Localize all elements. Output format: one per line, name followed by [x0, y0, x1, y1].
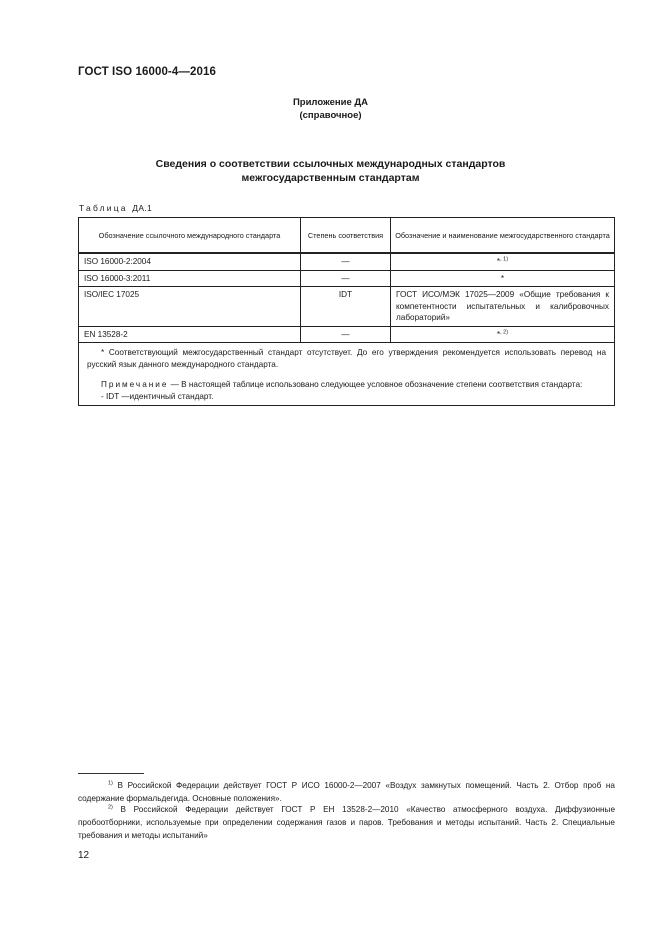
cell-degree: — — [301, 253, 391, 270]
appendix-heading — [0, 96, 661, 122]
cell-gost — [391, 326, 615, 343]
cell-degree: — — [301, 326, 391, 343]
table-row — [79, 326, 615, 343]
footnote-1 — [78, 779, 615, 805]
document-standard-code: ГОСТ ISO 16000-4—2016 — [78, 66, 216, 78]
table-notes — [79, 343, 615, 406]
gost-value: * — [496, 257, 501, 266]
cell-gost: ГОСТ ИСО/МЭК 17025—2009 «Общие требования к компетентности испытательных и калибровочных лабораторий» — [391, 287, 615, 327]
cell-ref: ISO 16000-3:2011 — [79, 270, 301, 287]
section-title-line-2: межгосударственным стандартам — [241, 172, 420, 184]
cell-ref: ISO/IEC 17025 — [79, 287, 301, 327]
footnote-text: В Российской Федерации действует ГОСТ Р ЕН 13528-2—2010 «Качество атмосферного воздуха. Диффузионные пробоотборники, используемые при определении содержания газов и паров. Требования и методы испытаний. Часть 2. Специальные требования и методы испытаний» — [78, 805, 615, 840]
table-caption — [79, 203, 152, 213]
header-international-standard: Обозначение ссылочного международного стандарта — [79, 218, 301, 254]
cell-ref: EN 13528-2 — [79, 326, 301, 343]
table-header-row — [79, 218, 615, 254]
primechanie-note — [87, 379, 606, 391]
footnote-2 — [78, 803, 615, 842]
footnote-ref: , 1) — [500, 256, 509, 263]
cell-degree: — — [301, 270, 391, 287]
footnote-ref: , 2) — [500, 328, 509, 335]
table-notes-row — [79, 343, 615, 406]
table-caption-word: Таблица — [79, 203, 128, 213]
table-row — [79, 287, 615, 327]
primechanie-label: Примечание — [101, 380, 169, 389]
header-interstate-standard: Обозначение и наименование межгосударственного стандарта — [391, 218, 615, 254]
star-note: * Соответствующий межгосударственный стандарт отсутствует. До его утверждения рекомендуется использовать перевод на русский язык данного международного стандарта. — [87, 348, 606, 369]
header-degree: Степень соответствия — [301, 218, 391, 254]
footnote-text: В Российской Федерации действует ГОСТ Р ИСО 16000-2—2007 «Воздух замкнутых помещений. Часть 2. Отбор проб на содержание формальдегида. Основные положения». — [78, 781, 615, 803]
table-caption-number: ДА.1 — [132, 203, 153, 213]
cell-gost — [391, 270, 615, 287]
appendix-subtitle: (справочное) — [299, 110, 362, 121]
primechanie-text: — В настоящей таблице использовано следующее условное обозначение степени соответствия стандарта: — [168, 380, 583, 389]
gost-value: * — [500, 273, 505, 283]
gost-value: * — [496, 329, 501, 339]
footnote-mark: 2) — [108, 804, 113, 811]
note-list-item: - IDT —идентичный стандарт. — [101, 391, 214, 401]
cell-gost — [391, 253, 615, 270]
section-title-line-1: Сведения о соответствии ссылочных международных стандартов — [155, 158, 506, 170]
section-title — [0, 157, 661, 185]
cell-ref: ISO 16000-2:2004 — [79, 253, 301, 270]
table-row — [79, 253, 615, 270]
cell-degree: IDT — [301, 287, 391, 327]
footnote-divider — [78, 773, 144, 774]
footnote-mark: 1) — [108, 780, 113, 787]
page-number: 12 — [78, 850, 90, 861]
correspondence-table — [78, 217, 615, 406]
table-row — [79, 270, 615, 287]
appendix-title: Приложение ДА — [292, 97, 369, 108]
